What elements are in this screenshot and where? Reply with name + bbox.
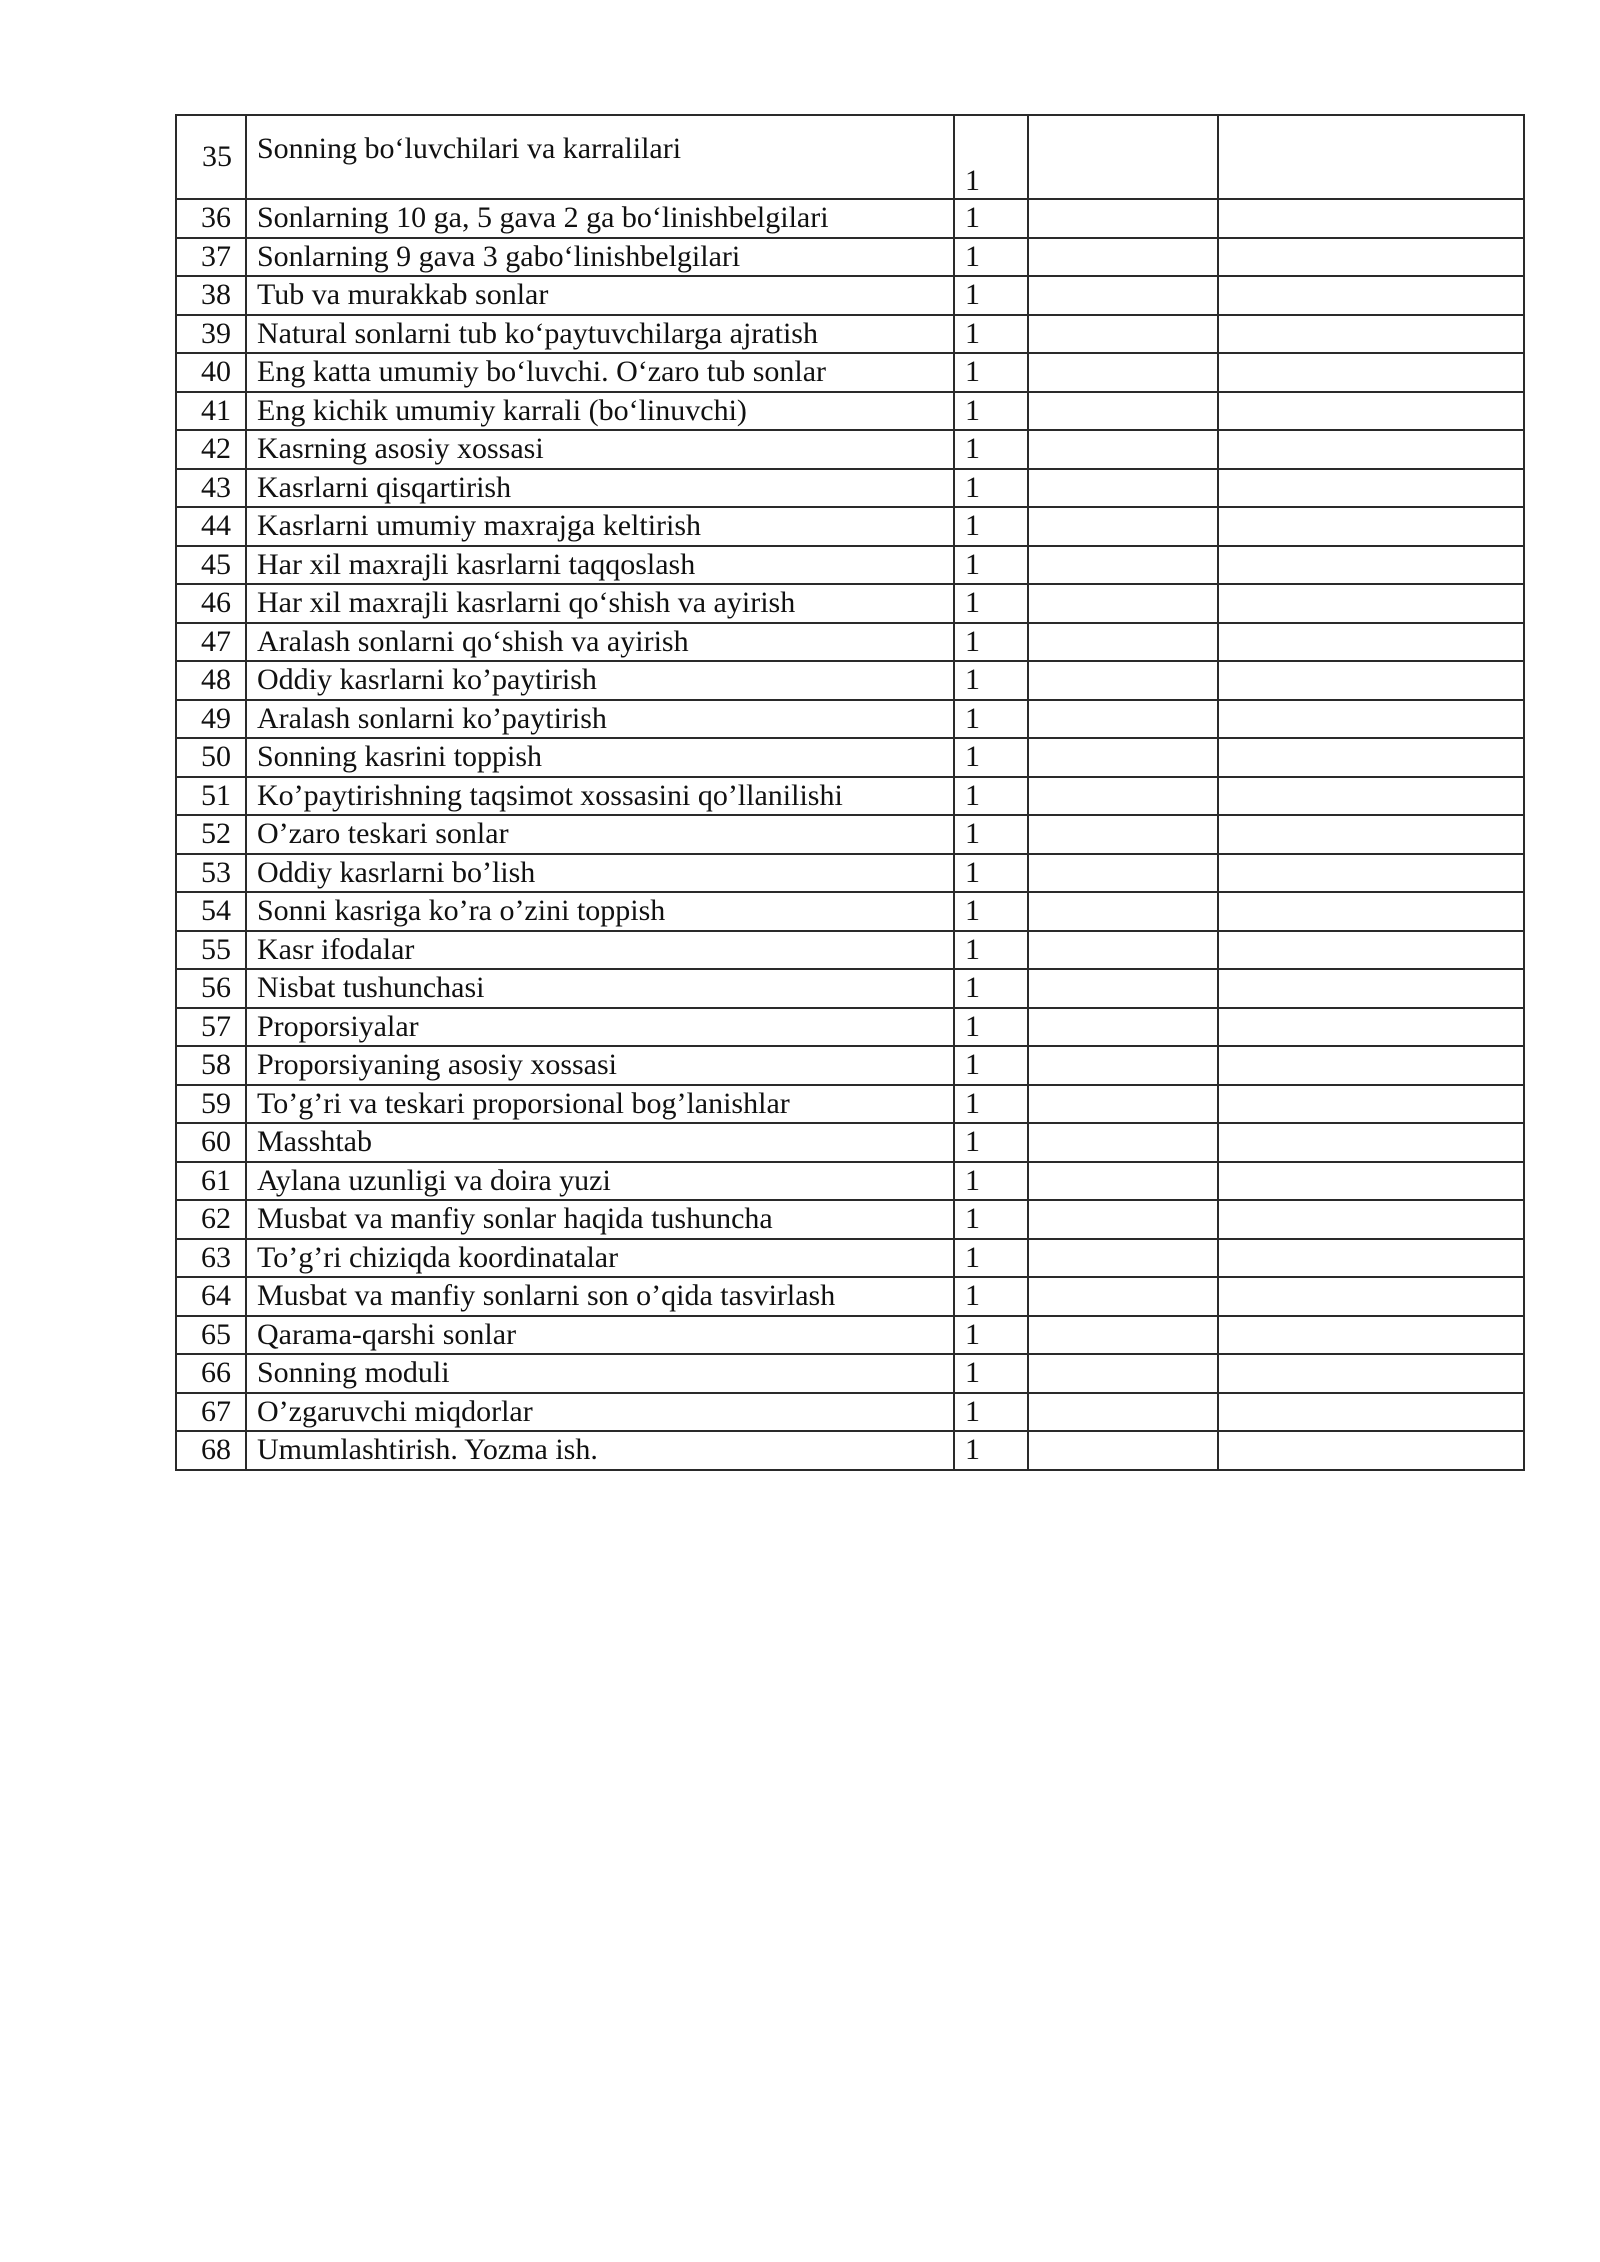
table-row <box>176 777 1524 816</box>
date-cell <box>1028 700 1218 739</box>
table-row <box>176 1008 1524 1047</box>
table-row <box>176 238 1524 277</box>
date-cell <box>1028 1162 1218 1201</box>
date-cell <box>1028 931 1218 970</box>
row-number-cell: 45 <box>176 546 246 585</box>
topic-cell: Sonlarning 10 ga, 5 gava 2 ga bo‘linishbelgilari <box>246 199 954 238</box>
date-cell <box>1028 854 1218 893</box>
table-row <box>176 392 1524 431</box>
table-row <box>176 738 1524 777</box>
topic-cell: Oddiy kasrlarni bo’lish <box>246 854 954 893</box>
row-number-cell: 37 <box>176 238 246 277</box>
hours-cell: 1 <box>954 700 1028 739</box>
topic-cell: Aylana uzunligi va doira yuzi <box>246 1162 954 1201</box>
note-cell <box>1218 115 1524 199</box>
note-cell <box>1218 1354 1524 1393</box>
hours-cell: 1 <box>954 276 1028 315</box>
date-cell <box>1028 507 1218 546</box>
note-cell <box>1218 854 1524 893</box>
row-number-cell: 39 <box>176 315 246 354</box>
note-cell <box>1218 815 1524 854</box>
row-number-cell: 58 <box>176 1046 246 1085</box>
note-cell <box>1218 392 1524 431</box>
row-number-cell: 63 <box>176 1239 246 1278</box>
topic-cell: Eng katta umumiy bo‘luvchi. O‘zaro tub sonlar <box>246 353 954 392</box>
hours-cell: 1 <box>954 1239 1028 1278</box>
topic-cell: O’zaro teskari sonlar <box>246 815 954 854</box>
topic-cell: Kasrning asosiy xossasi <box>246 430 954 469</box>
row-number-cell: 55 <box>176 931 246 970</box>
note-cell <box>1218 546 1524 585</box>
topic-cell: Proporsiyalar <box>246 1008 954 1047</box>
row-number-cell: 54 <box>176 892 246 931</box>
lesson-plan-body <box>176 115 1524 1470</box>
hours-cell: 1 <box>954 969 1028 1008</box>
note-cell <box>1218 623 1524 662</box>
row-number-cell: 57 <box>176 1008 246 1047</box>
hours-cell: 1 <box>954 315 1028 354</box>
row-number-cell: 43 <box>176 469 246 508</box>
hours-cell: 1 <box>954 623 1028 662</box>
row-number-cell: 41 <box>176 392 246 431</box>
table-row <box>176 584 1524 623</box>
row-number-cell: 53 <box>176 854 246 893</box>
date-cell <box>1028 546 1218 585</box>
row-number-cell: 59 <box>176 1085 246 1124</box>
note-cell <box>1218 238 1524 277</box>
table-row <box>176 469 1524 508</box>
note-cell <box>1218 276 1524 315</box>
row-number-cell: 62 <box>176 1200 246 1239</box>
note-cell <box>1218 1277 1524 1316</box>
topic-cell: Sonning moduli <box>246 1354 954 1393</box>
note-cell <box>1218 1316 1524 1355</box>
note-cell <box>1218 1393 1524 1432</box>
hours-cell: 1 <box>954 1277 1028 1316</box>
lesson-plan-table <box>175 114 1525 1471</box>
table-row <box>176 276 1524 315</box>
date-cell <box>1028 1200 1218 1239</box>
table-row <box>176 1431 1524 1470</box>
note-cell <box>1218 1046 1524 1085</box>
date-cell <box>1028 777 1218 816</box>
date-cell <box>1028 115 1218 199</box>
note-cell <box>1218 1200 1524 1239</box>
row-number-cell: 44 <box>176 507 246 546</box>
hours-cell: 1 <box>954 507 1028 546</box>
hours-cell: 1 <box>954 1008 1028 1047</box>
hours-cell: 1 <box>954 1316 1028 1355</box>
row-number-cell: 38 <box>176 276 246 315</box>
row-number-cell: 68 <box>176 1431 246 1470</box>
date-cell <box>1028 392 1218 431</box>
table-row <box>176 623 1524 662</box>
topic-cell: Natural sonlarni tub ko‘paytuvchilarga ajratish <box>246 315 954 354</box>
topic-cell: To’g’ri va teskari proporsional bog’lanishlar <box>246 1085 954 1124</box>
date-cell <box>1028 969 1218 1008</box>
hours-cell: 1 <box>954 854 1028 893</box>
topic-cell: Oddiy kasrlarni ko’paytirish <box>246 661 954 700</box>
topic-cell: Sonning bo‘luvchilari va karralilari <box>246 115 954 199</box>
row-number-cell: 48 <box>176 661 246 700</box>
hours-cell: 1 <box>954 1085 1028 1124</box>
hours-cell: 1 <box>954 115 1028 199</box>
row-number-cell: 35 <box>176 115 246 199</box>
note-cell <box>1218 700 1524 739</box>
row-number-cell: 61 <box>176 1162 246 1201</box>
table-row <box>176 1316 1524 1355</box>
date-cell <box>1028 238 1218 277</box>
date-cell <box>1028 469 1218 508</box>
date-cell <box>1028 1393 1218 1432</box>
table-row <box>176 700 1524 739</box>
table-row <box>176 1393 1524 1432</box>
hours-cell: 1 <box>954 738 1028 777</box>
date-cell <box>1028 1316 1218 1355</box>
row-number-cell: 67 <box>176 1393 246 1432</box>
table-row <box>176 969 1524 1008</box>
table-row <box>176 199 1524 238</box>
row-number-cell: 46 <box>176 584 246 623</box>
date-cell <box>1028 1354 1218 1393</box>
date-cell <box>1028 1046 1218 1085</box>
hours-cell: 1 <box>954 1162 1028 1201</box>
table-row <box>176 546 1524 585</box>
date-cell <box>1028 430 1218 469</box>
date-cell <box>1028 1239 1218 1278</box>
row-number-cell: 36 <box>176 199 246 238</box>
table-row <box>176 1162 1524 1201</box>
row-number-cell: 60 <box>176 1123 246 1162</box>
date-cell <box>1028 315 1218 354</box>
topic-cell: Musbat va manfiy sonlar haqida tushuncha <box>246 1200 954 1239</box>
table-row <box>176 430 1524 469</box>
note-cell <box>1218 892 1524 931</box>
date-cell <box>1028 1123 1218 1162</box>
topic-cell: O’zgaruvchi miqdorlar <box>246 1393 954 1432</box>
topic-cell: Eng kichik umumiy karrali (bo‘linuvchi) <box>246 392 954 431</box>
hours-cell: 1 <box>954 1431 1028 1470</box>
topic-cell: Qarama-qarshi sonlar <box>246 1316 954 1355</box>
note-cell <box>1218 469 1524 508</box>
note-cell <box>1218 738 1524 777</box>
hours-cell: 1 <box>954 353 1028 392</box>
date-cell <box>1028 1008 1218 1047</box>
note-cell <box>1218 199 1524 238</box>
hours-cell: 1 <box>954 1393 1028 1432</box>
row-number-cell: 42 <box>176 430 246 469</box>
row-number-cell: 49 <box>176 700 246 739</box>
hours-cell: 1 <box>954 469 1028 508</box>
topic-cell: Sonning kasrini toppish <box>246 738 954 777</box>
row-number-cell: 50 <box>176 738 246 777</box>
table-row <box>176 1085 1524 1124</box>
date-cell <box>1028 815 1218 854</box>
topic-cell: Har xil maxrajli kasrlarni qo‘shish va ayirish <box>246 584 954 623</box>
row-number-cell: 47 <box>176 623 246 662</box>
topic-cell: Har xil maxrajli kasrlarni taqqoslash <box>246 546 954 585</box>
hours-cell: 1 <box>954 584 1028 623</box>
hours-cell: 1 <box>954 546 1028 585</box>
date-cell <box>1028 738 1218 777</box>
table-row <box>176 892 1524 931</box>
date-cell <box>1028 661 1218 700</box>
table-row <box>176 854 1524 893</box>
row-number-cell: 66 <box>176 1354 246 1393</box>
topic-cell: Sonlarning 9 gava 3 gabo‘linishbelgilari <box>246 238 954 277</box>
table-row <box>176 661 1524 700</box>
note-cell <box>1218 1123 1524 1162</box>
hours-cell: 1 <box>954 1200 1028 1239</box>
table-row <box>176 507 1524 546</box>
table-row <box>176 353 1524 392</box>
date-cell <box>1028 892 1218 931</box>
hours-cell: 1 <box>954 1046 1028 1085</box>
row-number-cell: 52 <box>176 815 246 854</box>
hours-cell: 1 <box>954 892 1028 931</box>
note-cell <box>1218 661 1524 700</box>
date-cell <box>1028 199 1218 238</box>
hours-cell: 1 <box>954 238 1028 277</box>
note-cell <box>1218 1239 1524 1278</box>
topic-cell: Aralash sonlarni ko’paytirish <box>246 700 954 739</box>
date-cell <box>1028 276 1218 315</box>
table-row <box>176 1239 1524 1278</box>
note-cell <box>1218 969 1524 1008</box>
row-number-cell: 51 <box>176 777 246 816</box>
table-row <box>176 1123 1524 1162</box>
row-number-cell: 40 <box>176 353 246 392</box>
hours-cell: 1 <box>954 1354 1028 1393</box>
note-cell <box>1218 507 1524 546</box>
note-cell <box>1218 430 1524 469</box>
table-row <box>176 1200 1524 1239</box>
note-cell <box>1218 1008 1524 1047</box>
note-cell <box>1218 1431 1524 1470</box>
topic-cell: To’g’ri chiziqda koordinatalar <box>246 1239 954 1278</box>
table-row <box>176 931 1524 970</box>
note-cell <box>1218 931 1524 970</box>
hours-cell: 1 <box>954 430 1028 469</box>
topic-cell: Umumlashtirish. Yozma ish. <box>246 1431 954 1470</box>
table-row <box>176 1277 1524 1316</box>
table-row <box>176 1046 1524 1085</box>
date-cell <box>1028 1431 1218 1470</box>
row-number-cell: 56 <box>176 969 246 1008</box>
hours-cell: 1 <box>954 661 1028 700</box>
hours-cell: 1 <box>954 199 1028 238</box>
topic-cell: Ko’paytirishning taqsimot xossasini qo’llanilishi <box>246 777 954 816</box>
hours-cell: 1 <box>954 815 1028 854</box>
note-cell <box>1218 777 1524 816</box>
topic-cell: Kasrlarni umumiy maxrajga keltirish <box>246 507 954 546</box>
topic-cell: Kasr ifodalar <box>246 931 954 970</box>
hours-cell: 1 <box>954 777 1028 816</box>
table-row <box>176 315 1524 354</box>
hours-cell: 1 <box>954 392 1028 431</box>
table-row <box>176 815 1524 854</box>
topic-cell: Tub va murakkab sonlar <box>246 276 954 315</box>
topic-cell: Masshtab <box>246 1123 954 1162</box>
note-cell <box>1218 584 1524 623</box>
row-number-cell: 64 <box>176 1277 246 1316</box>
hours-cell: 1 <box>954 931 1028 970</box>
table-row <box>176 115 1524 199</box>
table-row <box>176 1354 1524 1393</box>
row-number-cell: 65 <box>176 1316 246 1355</box>
date-cell <box>1028 1277 1218 1316</box>
hours-cell: 1 <box>954 1123 1028 1162</box>
date-cell <box>1028 1085 1218 1124</box>
topic-cell: Aralash sonlarni qo‘shish va ayirish <box>246 623 954 662</box>
date-cell <box>1028 584 1218 623</box>
note-cell <box>1218 315 1524 354</box>
topic-cell: Kasrlarni qisqartirish <box>246 469 954 508</box>
topic-cell: Proporsiyaning asosiy xossasi <box>246 1046 954 1085</box>
date-cell <box>1028 353 1218 392</box>
topic-cell: Musbat va manfiy sonlarni son o’qida tasvirlash <box>246 1277 954 1316</box>
topic-cell: Nisbat tushunchasi <box>246 969 954 1008</box>
date-cell <box>1028 623 1218 662</box>
topic-cell: Sonni kasriga ko’ra o’zini toppish <box>246 892 954 931</box>
note-cell <box>1218 353 1524 392</box>
note-cell <box>1218 1085 1524 1124</box>
note-cell <box>1218 1162 1524 1201</box>
